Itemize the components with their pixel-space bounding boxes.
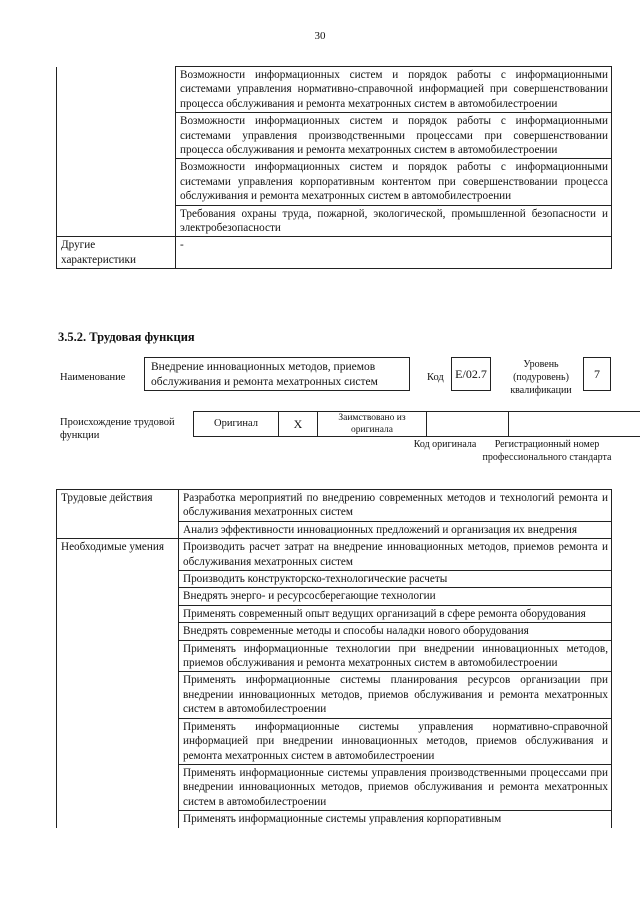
skill-item: Применять информационные системы управления производственными процессами при внедрении инновационных методов, приемов обслуживания и ремонта мехатронных систем в автомобилестроении (179, 764, 612, 810)
labor-function-table (56, 489, 612, 828)
original-cell: Оригинал (194, 412, 279, 437)
labor-action-item: Разработка мероприятий по внедрению современных методов и технологий ремонта и обслуживания мехатронных систем (179, 490, 612, 522)
registration-number-cell (509, 412, 640, 437)
original-code-cell (427, 412, 509, 437)
other-characteristics-value: - (176, 237, 612, 269)
knowledge-item: Возможности информационных систем и порядок работы с информационными системами управления нормативно-справочной информацией при совершенствовании процесса обслуживания и ремонта мехатронных систем в автомобилестроении (176, 67, 612, 113)
knowledge-table-continued (56, 66, 612, 269)
skill-item: Внедрять энерго- и ресурсосберегающие технологии (179, 588, 612, 605)
table-row (57, 67, 612, 113)
function-name-box: Внедрение инновационных методов, приемов обслуживания и ремонта мехатронных систем (144, 357, 410, 391)
table-row (57, 237, 612, 269)
knowledge-item: Возможности информационных систем и порядок работы с информационными системами управления производственными процессами при совершенствовании процесса обслуживания и ремонта мехатронных систем в автомобилестроении (176, 113, 612, 159)
section-heading: 3.5.2. Трудовая функция (58, 330, 195, 344)
table-row (194, 412, 640, 437)
skill-item: Применять информационные системы управления корпоративным (179, 811, 612, 828)
qualification-level-label: Уровень (подуровень) квалификации (510, 359, 572, 396)
other-characteristics-label: Другие характеристики (57, 237, 176, 269)
function-code-box: E/02.7 (451, 357, 491, 391)
skill-item: Применять информационные технологии при внедрении инновационных методов, приемов обслуживания и ремонта мехатронных систем в автомобилестроении (179, 640, 612, 672)
code-label: Код (427, 372, 444, 383)
origin-table (193, 411, 640, 437)
code-original-caption: Код оригинала (413, 439, 477, 450)
skill-item: Применять современный опыт ведущих организаций в сфере ремонта оборудования (179, 605, 612, 622)
labor-action-item: Анализ эффективности инновационных предложений и организация их внедрения (179, 521, 612, 538)
knowledge-item: Возможности информационных систем и порядок работы с информационными системами управления корпоративным контентом при совершенствовании процесса обслуживания и ремонта мехатронных систем в автомобилестроении (176, 159, 612, 205)
knowledge-item: Требования охраны труда, пожарной, экологической, промышленной безопасности и электробезопасности (176, 205, 612, 237)
qualification-level-box: 7 (583, 357, 611, 391)
skill-item: Применять информационные системы планирования ресурсов организации при внедрении инновационных методов, приемов обслуживания и ремонта мехатронных систем в автомобилестроении (179, 672, 612, 718)
name-label: Наименование (60, 372, 126, 383)
table-row (57, 490, 612, 522)
skill-item: Внедрять современные методы и способы наладки нового оборудования (179, 623, 612, 640)
original-mark-cell: X (279, 412, 318, 437)
registration-number-caption: Регистрационный номер профессионального стандарта (482, 439, 612, 463)
skills-label: Необходимые умения (57, 539, 179, 828)
empty-label-cell (57, 67, 176, 237)
page-number: 30 (314, 30, 326, 42)
skill-item: Применять информационные системы управления нормативно-справочной информацией при внедрении инновационных методов, приемов обслуживания и ремонта мехатронных систем в автомобилестроении (179, 718, 612, 764)
skill-item: Производить конструкторско-технологические расчеты (179, 571, 612, 588)
skill-item: Производить расчет затрат на внедрение инновационных методов, приемов ремонта и обслуживания мехатронных систем (179, 539, 612, 571)
table-row (57, 539, 612, 571)
origin-label: Происхождение трудовой функции (60, 417, 175, 441)
borrowed-cell: Заимствовано из оригинала (318, 412, 427, 437)
labor-actions-label: Трудовые действия (57, 490, 179, 539)
